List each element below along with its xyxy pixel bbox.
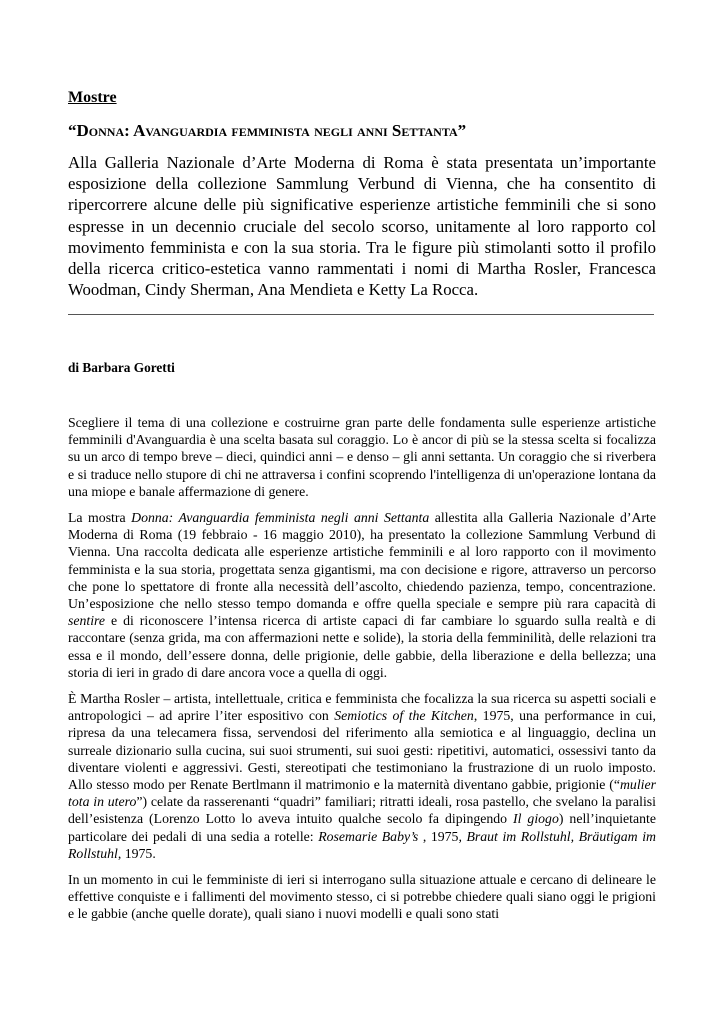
article-title: “Donna: Avanguardia femminista negli anni Settanta” (68, 121, 467, 140)
italic-title: Donna: Avanguardia femminista negli anni Settanta (131, 510, 430, 526)
text-run: allestita alla Galleria Nazionale d’Arte Moderna di Roma (19 febbraio - 16 maggio 2010), ha presentato la collezione Sammlung Verbund di Vienna. Una raccolta dedicata alle esperienze artistiche femminili e al loro rapporto con il movimento femminista e la sua storia, progettata senza gigantismi, ma con decisione e rigore, attraverso un percorso che pone lo spettatore di fronte alla necessità dell’ascolto, chiedendo pazienza, tempo, concentrazione. Un’esposizione che nello stesso tempo domanda e offre quella speciale e sempre più rara capacità di (68, 510, 656, 612)
author-byline: di Barbara Goretti (68, 360, 175, 375)
text-run: , 1975. (117, 845, 156, 861)
body-paragraph-3 (68, 690, 656, 862)
section-heading: Mostre (68, 89, 117, 106)
italic-title: Rosemarie Baby’s (318, 828, 419, 844)
italic-title: Il giogo (513, 811, 559, 827)
text-run: ) nell’inquietante particolare dei pedali di una sedia a rotelle: (68, 811, 656, 844)
italic-phrase: mulier tota in utero (68, 777, 656, 810)
text-run: La mostra (68, 510, 132, 526)
text-run: e di riconoscere l’intensa ricerca di artiste capaci di far cambiare lo sguardo sulla realtà e di raccontare (senza grida, ma con affermazioni nette e solide), la storia della femminilità, delle relazioni tra essa e il mondo, dell’essere donna, delle prigionie, delle gabbie, della liberazione e della bellezza; una storia di ieri in grado di dare ancora voce a quella di oggi. (68, 613, 656, 680)
italic-title: Semiotics of the Kitchen (334, 708, 474, 724)
italic-title: , Braut im Rollstuhl, Bräutigam im Rollstuhl (68, 828, 656, 861)
text-run: È Martha Rosler – artista, intellettuale, critica e femminista che focalizza la sua ricerca su aspetti sociali e antropologici – ad aprire l’iter espositivo con (68, 691, 656, 724)
body-paragraph-1: Scegliere il tema di una collezione e costruirne gran parte delle fondamenta sulle esperienze artistiche femminili d'Avanguardia è una scelta basata sul coraggio. Lo è ancor di più se la stessa scelta si focalizza su un arco di tempo breve – dieci, quindici anni – e denso – gli anni settanta. Un coraggio che si riverbera e si traduce nello stupore di chi ne attraversa i confini scoprendo l'intelligenza di un'operazione lontana da una miope e banale affermazione di genere. (68, 415, 656, 499)
text-run: , 1975, una performance in cui, ripresa da una telecamera fissa, servendosi del riferimento alla semiotica e al linguaggio, declina un surreale dizionario sulla cucina, sui suoi strumenti, sui suoi gesti: ripetitivi, automatici, ossessivi tanto da diventare violenti e aggressivi. Gesti, stereotipati che testimoniano la frustrazione di un ruolo imposto. Allo stesso modo per Renate Bertlmann il matrimonio e la maternità diventano gabbie, prigionie (“ (68, 708, 656, 793)
article-abstract: Alla Galleria Nazionale d’Arte Moderna di Roma è stata presentata un’importante esposizione della collezione Sammlung Verbund di Vienna, che ha consentito di ripercorrere alcune delle più significative esperienze artistiche femminili che si sono espresse in un decennio cruciale del secolo scorso, unitamente al loro rapporto col movimento femminista e con la sua storia. Tra le figure più stimolanti sotto il profilo della ricerca critico-estetica vanno rammentati i nomi di Martha Rosler, Francesca Woodman, Cindy Sherman, Ana Mendieta e Ketty La Rocca. (68, 153, 656, 300)
text-run: ”) celate da rasserenanti “quadri” familiari; ritratti ideali, rosa pastello, che svelano la paralisi dell’esistenza (Lorenzo Lotto lo aveva intuito qualche secolo fa dipingendo (68, 794, 656, 827)
body-paragraph-2 (68, 509, 656, 681)
body-paragraph-4: In un momento in cui le femministe di ieri si interrogano sulla situazione attuale e cercano di delineare le effettive conquiste e i fallimenti del movimento stesso, ci si potrebbe chiedere quali siano oggi le prigioni e le gabbie (anche quelle dorate), quali siano i nuovi modelli e quali sono stati (68, 872, 656, 922)
text-run: , 1975 (418, 828, 459, 844)
divider-line (68, 314, 654, 315)
italic-word: sentire (68, 613, 106, 629)
article-body (68, 414, 656, 932)
